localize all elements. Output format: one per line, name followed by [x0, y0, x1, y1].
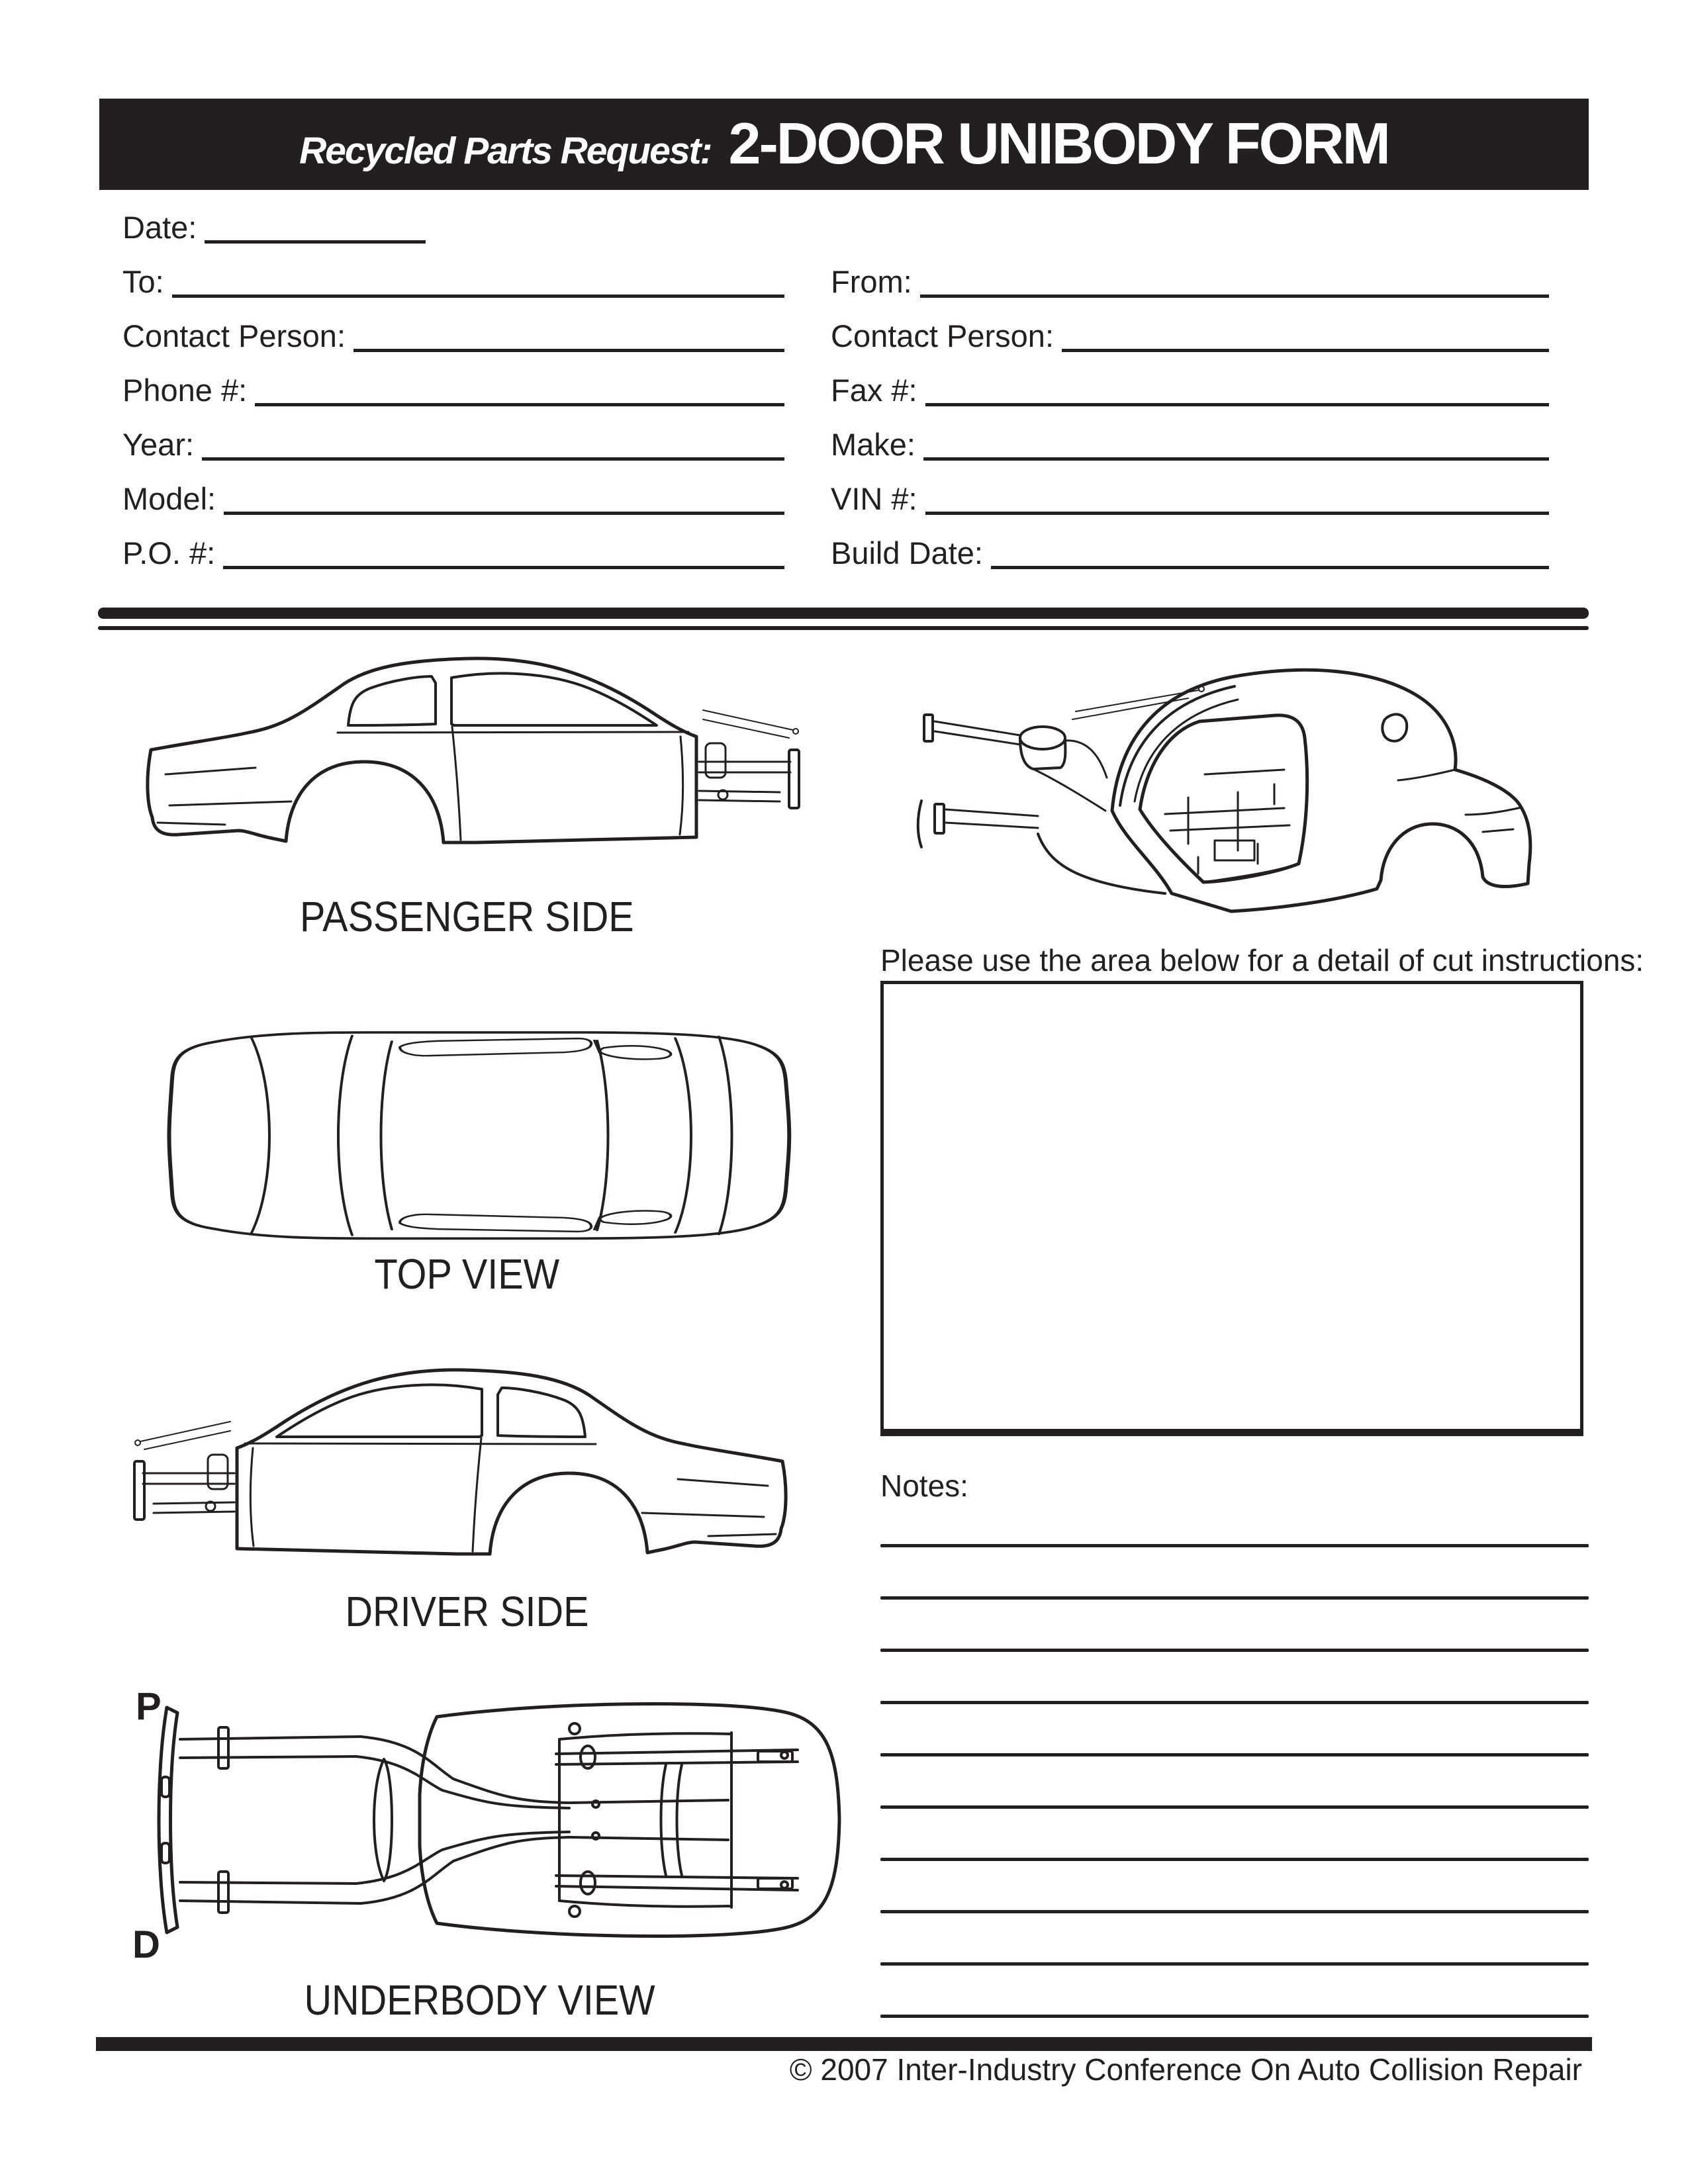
- field-row-fax: [831, 365, 1549, 406]
- field-row-contact-left: [122, 311, 784, 352]
- underbody-view-caption: UNDERBODY VIEW: [304, 1976, 656, 2024]
- field-row-phone: [122, 365, 784, 406]
- passenger-side-caption: PASSENGER SIDE: [299, 893, 634, 940]
- phone-label: Phone #:: [122, 372, 248, 408]
- fax-label: Fax #:: [831, 372, 917, 408]
- vin-label: VIN #:: [831, 480, 917, 516]
- driver-side-diagram[interactable]: [126, 1343, 808, 1575]
- fax-input-line[interactable]: [925, 362, 1549, 406]
- po-input-line[interactable]: [223, 525, 784, 569]
- year-label: Year:: [122, 426, 195, 462]
- po-label: P.O. #:: [122, 535, 216, 570]
- footer-bar: [96, 2037, 1592, 2051]
- notes-label: Notes:: [880, 1469, 968, 1503]
- notes-line[interactable]: [880, 1649, 1589, 1652]
- driver-side-caption: DRIVER SIDE: [344, 1588, 589, 1635]
- to-label: To:: [122, 263, 164, 299]
- passenger-side-diagram[interactable]: [126, 632, 808, 864]
- page-title: [299, 111, 1389, 184]
- year-input-line[interactable]: [202, 416, 784, 461]
- top-view-diagram[interactable]: [152, 1029, 794, 1241]
- from-input-line[interactable]: [920, 253, 1549, 298]
- contact-right-label: Contact Person:: [831, 318, 1055, 353]
- notes-line[interactable]: [880, 1858, 1589, 1861]
- notes-line[interactable]: [880, 2015, 1589, 2018]
- field-row-model: [122, 474, 784, 515]
- notes-line[interactable]: [880, 1596, 1589, 1600]
- title-main: 2-DOOR UNIBODY FORM: [728, 111, 1389, 176]
- date-label: Date:: [122, 209, 197, 245]
- contact-left-input-line[interactable]: [353, 308, 784, 352]
- vin-input-line[interactable]: [925, 471, 1549, 515]
- notes-line[interactable]: [880, 1805, 1589, 1809]
- build-date-label: Build Date:: [831, 535, 983, 570]
- field-row-from: [831, 257, 1549, 298]
- date-input-line[interactable]: [205, 199, 426, 244]
- underbody-view-diagram[interactable]: [132, 1674, 847, 1966]
- field-row-contact-right: [831, 311, 1549, 352]
- title-prefix: Recycled Parts Request:: [299, 130, 712, 172]
- copyright-text: © 2007 Inter-Industry Conference On Auto Collision Repair: [789, 2052, 1582, 2087]
- field-row-vin: [831, 474, 1549, 515]
- model-label: Model:: [122, 480, 216, 516]
- make-input-line[interactable]: [923, 416, 1549, 461]
- from-label: From:: [831, 263, 912, 299]
- make-label: Make:: [831, 426, 915, 462]
- field-row-build-date: [831, 528, 1549, 569]
- notes-line[interactable]: [880, 1910, 1589, 1913]
- driver-side-marker: D: [132, 1923, 160, 1966]
- field-row-year: [122, 420, 784, 461]
- field-row-to: [122, 257, 784, 298]
- notes-line[interactable]: [880, 1753, 1589, 1756]
- field-row-po: [122, 528, 784, 569]
- three-quarter-view-diagram[interactable]: [887, 645, 1589, 923]
- build-date-input-line[interactable]: [991, 525, 1549, 569]
- field-row-date: [122, 203, 426, 244]
- cut-instructions-box[interactable]: [880, 981, 1583, 1436]
- top-view-caption: TOP VIEW: [374, 1250, 559, 1298]
- notes-line[interactable]: [880, 1701, 1589, 1704]
- notes-line[interactable]: [880, 1962, 1589, 1966]
- to-input-line[interactable]: [172, 253, 784, 298]
- contact-left-label: Contact Person:: [122, 318, 346, 353]
- divider-rule-thick: [98, 608, 1589, 619]
- divider-rule-thin: [98, 626, 1589, 630]
- passenger-side-marker: P: [136, 1685, 162, 1728]
- header-bar: [99, 99, 1589, 190]
- cut-instructions-prompt: Please use the area below for a detail of cut instructions:: [880, 943, 1644, 978]
- contact-right-input-line[interactable]: [1062, 308, 1549, 352]
- model-input-line[interactable]: [224, 471, 784, 515]
- notes-line[interactable]: [880, 1544, 1589, 1547]
- phone-input-line[interactable]: [255, 362, 784, 406]
- field-row-make: [831, 420, 1549, 461]
